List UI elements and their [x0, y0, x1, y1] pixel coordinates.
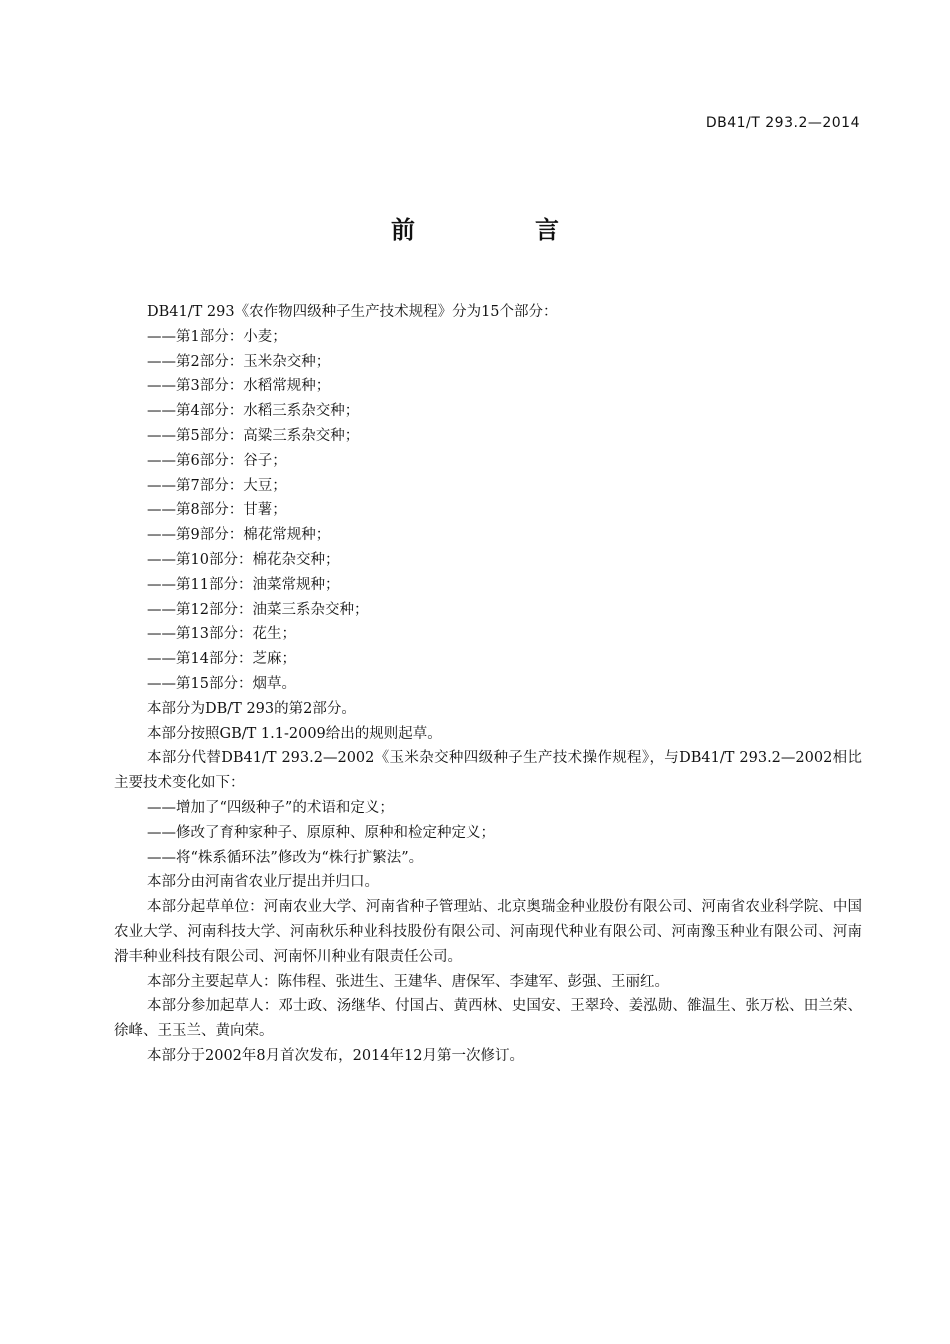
foreword-body	[114, 300, 862, 1069]
list-item: ——修改了育种家种子、原原种、原种和检定种定义；	[147, 824, 495, 841]
participants-paragraph: 本部分参加起草人：邓士政、汤继华、付国占、黄西林、史国安、王翠玲、姜泓勋、雒温生、张万松、田兰荣、徐峰、王玉兰、黄向荣。	[114, 998, 862, 1040]
list-item: ——第11部分：油菜常规种；	[147, 576, 340, 593]
list-item: ——第15部分：烟草。	[147, 675, 296, 692]
rules-paragraph: 本部分按照GB/T 1.1-2009给出的规则起草。	[147, 725, 442, 742]
document-code: DB41/T 293.2—2014	[705, 115, 860, 131]
history-paragraph: 本部分于2002年8月首次发布，2014年12月第一次修订。	[147, 1047, 524, 1064]
list-item: ——将“株系循环法”修改为“株行扩繁法”。	[147, 849, 424, 866]
list-item: ——第8部分：甘薯；	[147, 502, 287, 519]
list-item: ——第9部分：棉花常规种；	[147, 527, 331, 544]
list-item: ——第14部分：芝麻；	[147, 651, 296, 668]
list-item: ——第1部分：小麦；	[147, 328, 287, 345]
list-item: ——第13部分：花生；	[147, 626, 296, 643]
intro-paragraph: DB41/T 293《农作物四级种子生产技术规程》分为15个部分：	[147, 304, 558, 320]
list-item: ——第6部分：谷子；	[147, 452, 287, 469]
main-drafters-paragraph: 本部分主要起草人：陈伟程、张进生、王建华、唐保军、李建军、彭强、王丽红。	[147, 973, 669, 990]
changes-list	[114, 796, 862, 870]
list-item: ——第3部分：水稻常规种；	[147, 378, 331, 395]
page-title: 前 言	[391, 216, 607, 244]
drafting-units-paragraph: 本部分起草单位：河南农业大学、河南省种子管理站、北京奥瑞金种业股份有限公司、河南省农业科学院、中国农业大学、河南科技大学、河南秋乐种业科技股份有限公司、河南现代种业有限公司、河南豫玉种业有限公司、河南滑丰种业科技有限公司、河南怀川种业有限责任公司。	[114, 899, 862, 965]
list-item: ——第10部分：棉花杂交种；	[147, 551, 340, 568]
list-item: ——第4部分：水稻三系杂交种；	[147, 403, 360, 420]
proposed-paragraph: 本部分由河南省农业厅提出并归口。	[147, 874, 379, 891]
list-item: ——第2部分：玉米杂交种；	[147, 353, 331, 370]
list-item: ——第7部分：大豆；	[147, 477, 287, 494]
parts-list	[114, 325, 862, 697]
part-of-paragraph: 本部分为DB/T 293的第2部分。	[147, 700, 356, 717]
list-item: ——第5部分：高粱三系杂交种；	[147, 427, 360, 444]
list-item: ——增加了“四级种子”的术语和定义；	[147, 799, 394, 816]
replaces-paragraph: 本部分代替DB41/T 293.2—2002《玉米杂交种四级种子生产技术操作规程》，与DB41/T 293.2—2002相比主要技术变化如下：	[114, 750, 862, 792]
list-item: ——第12部分：油菜三系杂交种；	[147, 601, 369, 618]
